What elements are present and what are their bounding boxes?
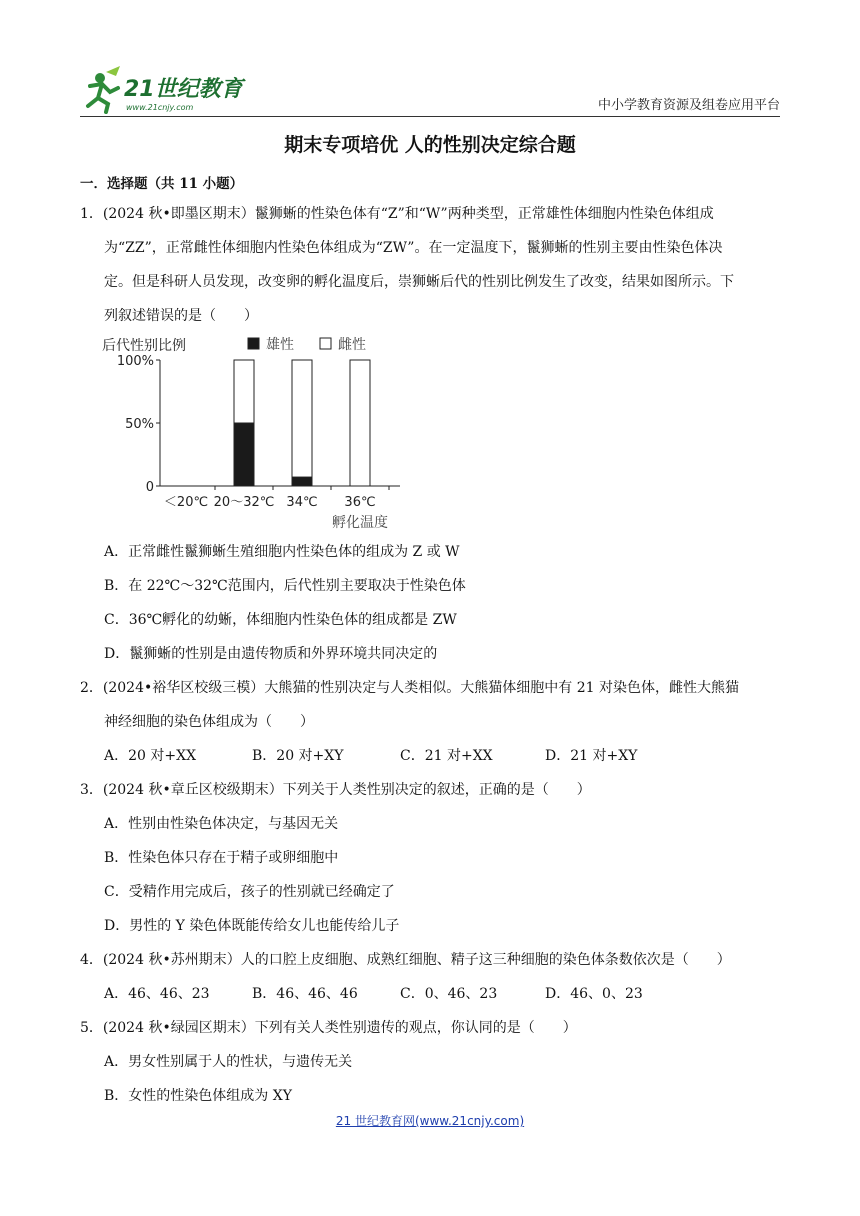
question-5-line-1: 5．(2024 秋•绿园区期末）下列有关人类性别遗传的观点，你认同的是（ ）	[80, 1020, 577, 1036]
bar-male-1	[234, 423, 254, 486]
question-1-line-2: 为“ZZ”，正常雌性体细胞内性染色体组成为“ZW”。在一定温度下，鬣狮蜥的性别主要由性染色体决	[104, 240, 723, 256]
platform-name: 中小学教育资源及组卷应用平台	[597, 98, 780, 113]
x-tick-label-0: ＜20℃	[163, 495, 209, 510]
q4-option-b[interactable]: B．46、46、46	[252, 986, 358, 1002]
q4-option-a[interactable]: A．46、46、23	[104, 986, 210, 1002]
q5-option-a[interactable]: A．男女性别属于人的性状，与遗传无关	[104, 1054, 353, 1070]
bar-male-2	[292, 477, 312, 486]
question-1-line-3: 定。但是科研人员发现，改变卵的孵化温度后，崇狮蜥后代的性别比例发生了改变，结果如图所示。下	[104, 274, 734, 290]
q3-option-a[interactable]: A．性别由性染色体决定，与基因无关	[104, 816, 339, 832]
question-1-line-4: 列叙述错误的是（ ）	[104, 308, 258, 324]
q4-option-c[interactable]: C．0、46、23	[400, 986, 498, 1002]
y-tick-label-0: 0	[145, 480, 154, 495]
page-header	[80, 66, 780, 118]
legend-label-0: 雄性	[266, 337, 294, 353]
q2-option-d[interactable]: D．21 对+XY	[545, 748, 638, 764]
legend-swatch-0	[248, 338, 259, 349]
x-axis-label: 孵化温度	[332, 515, 388, 531]
bar-female-1	[234, 360, 254, 423]
legend-label-1: 雌性	[338, 337, 366, 353]
svg-text:www.21cnjy.com: www.21cnjy.com	[126, 103, 194, 112]
q3-option-d[interactable]: D．男性的 Y 染色体既能传给女儿也能传给儿子	[104, 918, 400, 934]
header-divider	[80, 116, 780, 117]
bar-female-3	[350, 360, 370, 486]
q3-option-b[interactable]: B．性染色体只存在于精子或卵细胞中	[104, 850, 339, 866]
q2-option-c[interactable]: C．21 对+XX	[400, 748, 493, 764]
site-logo	[80, 66, 250, 116]
q2-option-b[interactable]: B．20 对+XY	[252, 748, 344, 764]
y-tick-label-1: 50%	[125, 417, 154, 432]
q5-option-b[interactable]: B．女性的性染色体组成为 XY	[104, 1088, 292, 1104]
question-3-line-1: 3．(2024 秋•章丘区校级期末）下列关于人类性别决定的叙述，正确的是（ ）	[80, 782, 591, 798]
footer-link[interactable]: 21 世纪教育网(www.21cnjy.com)	[335, 1114, 525, 1128]
q1-option-c[interactable]: C．36℃孵化的幼蜥，体细胞内性染色体的组成都是 ZW	[104, 612, 457, 628]
section-heading: 一．选择题（共 11 小题）	[80, 176, 244, 192]
chart-title: 后代性别比例	[102, 338, 186, 354]
q4-options	[104, 977, 643, 1011]
x-tick-label-1: 20～32℃	[213, 495, 275, 510]
q1-option-d[interactable]: D．鬣狮蜥的性别是由遗传物质和外界环境共同决定的	[104, 646, 438, 662]
question-2-line-1: 2．(2024•裕华区校级三模）大熊猫的性别决定与人类相似。大熊猫体细胞中有 21 对染色体，雌性大熊猫	[80, 680, 739, 696]
q4-option-d[interactable]: D．46、0、23	[545, 986, 643, 1002]
y-tick-label-2: 100%	[116, 354, 154, 369]
question-4-line-1: 4．(2024 秋•苏州期末）人的口腔上皮细胞、成熟红细胞、精子这三种细胞的染色体条数依次是（ ）	[80, 952, 731, 968]
x-tick-label-3: 36℃	[344, 495, 376, 510]
bar-female-2	[292, 360, 312, 477]
question-2-line-2: 神经细胞的染色体组成为（ ）	[104, 714, 314, 730]
legend-swatch-1	[320, 338, 331, 349]
svg-text:21世纪教育: 21世纪教育	[124, 77, 243, 102]
sex-ratio-chart	[96, 330, 416, 535]
question-1-line-1: 1．(2024 秋•即墨区期末）鬣狮蜥的性染色体有“Z”和“W”两种类型，正常雄性体细胞内性染色体组成	[80, 206, 714, 222]
q2-options	[104, 739, 637, 773]
q3-option-c[interactable]: C．受精作用完成后，孩子的性别就已经确定了	[104, 884, 395, 900]
q2-option-a[interactable]: A．20 对+XX	[104, 748, 197, 764]
page-title: 期末专项培优 人的性别决定综合题	[284, 134, 576, 156]
x-tick-label-2: 34℃	[286, 495, 318, 510]
q1-option-a[interactable]: A．正常雌性鬣狮蜥生殖细胞内性染色体的组成为 Z 或 W	[104, 544, 460, 560]
q1-option-b[interactable]: B．在 22℃～32℃范围内，后代性别主要取决于性染色体	[104, 578, 466, 594]
